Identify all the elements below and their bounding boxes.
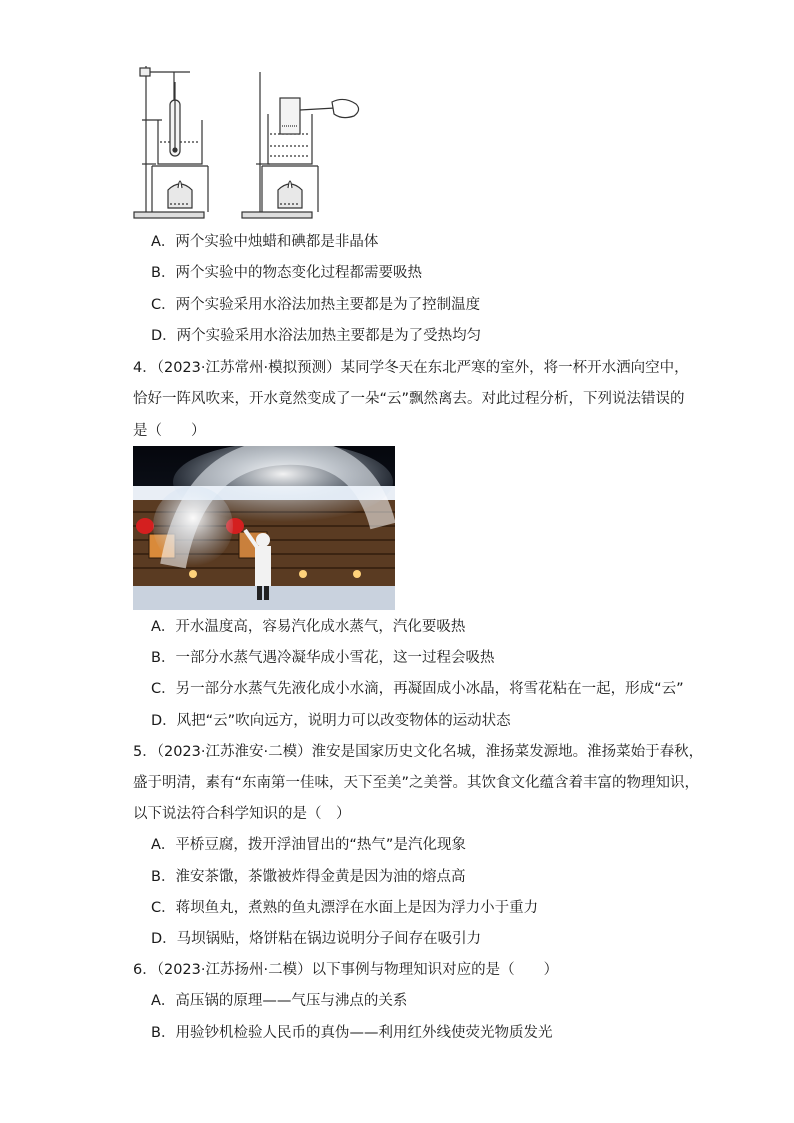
q5-option-b: B．淮安茶馓，茶馓被炸得金黄是因为油的熔点高 bbox=[151, 869, 466, 885]
q6-stem-line-1: 6．（2023·江苏扬州·二模）以下事例与物理知识对应的是（ ） bbox=[133, 962, 559, 978]
q4-stem-line-3: 是（ ） bbox=[133, 423, 206, 439]
q4-option-b: B．一部分水蒸气遇冷凝华成小雪花，这一过程会吸热 bbox=[151, 650, 495, 666]
q4-photo-boiling-water-cloud bbox=[133, 446, 395, 610]
q5-stem-line-2: 盛于明清，素有“东南第一佳味，天下至美”之美誉。其饮食文化蕴含着丰富的物理知识， bbox=[133, 775, 700, 791]
q5-option-d: D．马坝锅贴，烙饼粘在锅边说明分子间存在吸引力 bbox=[151, 931, 482, 947]
q4-option-c: C．另一部分水蒸气先液化成小水滴，再凝固成小冰晶，将雪花粘在一起，形成“云” bbox=[151, 681, 684, 697]
q3-option-d: D．两个实验采用水浴法加热主要都是为了受热均匀 bbox=[151, 328, 482, 344]
q6-option-a: A．高压锅的原理——气压与沸点的关系 bbox=[151, 993, 408, 1009]
q5-option-a: A．平桥豆腐，拨开浮油冒出的“热气”是汽化现象 bbox=[151, 837, 466, 853]
q4-option-d: D．风把“云”吹向远方，说明力可以改变物体的运动状态 bbox=[151, 713, 511, 729]
q3-option-b: B．两个实验中的物态变化过程都需要吸热 bbox=[151, 265, 422, 281]
q5-option-c: C．蒋坝鱼丸，煮熟的鱼丸漂浮在水面上是因为浮力小于重力 bbox=[151, 900, 539, 916]
q6-option-b: B．用验钞机检验人民币的真伪——利用红外线使荧光物质发光 bbox=[151, 1025, 553, 1041]
q3-option-c: C．两个实验采用水浴法加热主要都是为了控制温度 bbox=[151, 297, 481, 313]
q5-stem-line-1: 5．（2023·江苏淮安·二模）淮安是国家历史文化名城，淮扬菜发源地。淮扬菜始于春秋， bbox=[133, 744, 704, 760]
q4-stem-line-2: 恰好一阵风吹来，开水竟然变成了一朵“云”飘然离去。对此过程分析，下列说法错误的 bbox=[133, 391, 685, 407]
q5-stem-line-3: 以下说法符合科学知识的是（ ） bbox=[133, 806, 351, 822]
experiment-apparatus-figure bbox=[130, 62, 370, 224]
q3-option-a: A．两个实验中烛蜡和碘都是非晶体 bbox=[151, 234, 379, 250]
q4-stem-line-1: 4．（2023·江苏常州·模拟预测）某同学冬天在东北严寒的室外，将一杯开水洒向空中， bbox=[133, 360, 689, 376]
q4-option-a: A．开水温度高，容易汽化成水蒸气，汽化要吸热 bbox=[151, 619, 466, 635]
